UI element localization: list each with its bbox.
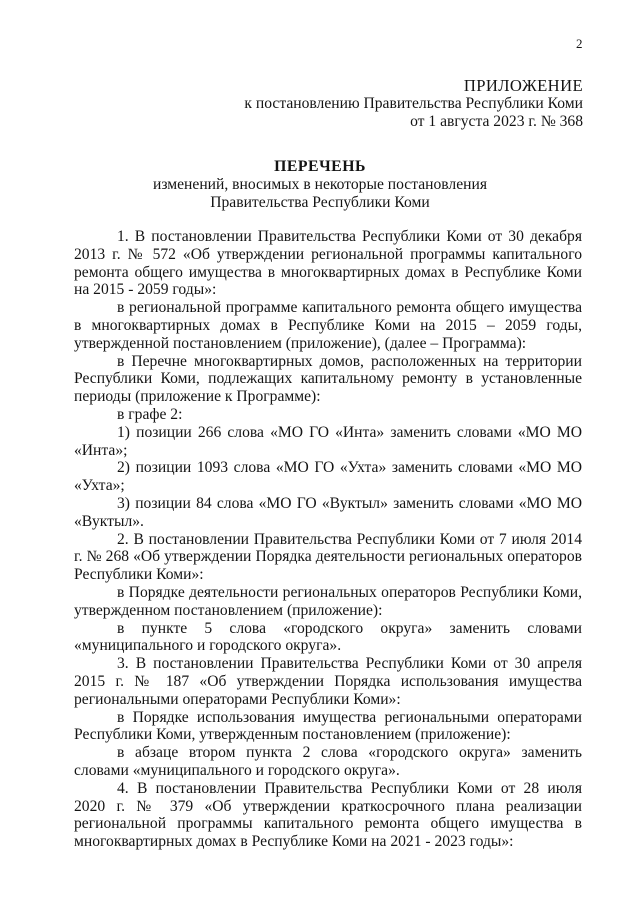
- paragraph-subitem-2: 2) позиции 1093 слова «МО ГО «Ухта» заменить словами «МО МО «Ухта»;: [74, 459, 582, 495]
- document-heading: [0, 158, 640, 211]
- document-subtitle-line-2: Правительства Республики Коми: [210, 193, 430, 211]
- paragraph-continuation: «муниципального и городского округа».: [74, 637, 342, 655]
- paragraph: в Порядке использования имущества региональными операторами Республики Коми, утвержденным постановлением (приложение):: [74, 708, 582, 744]
- document-body: [74, 228, 582, 851]
- paragraph-item-3: 3. В постановлении Правительства Республики Коми от 30 апреля 2015 г. № 187 «Об утверждении Порядка использования имущества региональными операторами Республики Коми»:: [74, 655, 582, 708]
- paragraph: в Порядке деятельности региональных операторов Республики Коми, утвержденном постановлением (приложение):: [74, 583, 582, 619]
- page-number: 2: [576, 36, 583, 51]
- paragraph: в абзаце втором пункта 2 слова «городского округа» заменить словами «муниципального и городского округа».: [74, 744, 582, 779]
- paragraph: в Перечне многоквартирных домов, расположенных на территории Республики Коми, подлежащих капитальному ремонту в установленные периоды (приложение к Программе):: [74, 352, 582, 406]
- paragraph: в пункте 5 слова «городского округа» заменить словами: [117, 619, 582, 637]
- paragraph-subitem-1: 1) позиции 266 слова «МО ГО «Инта» заменить словами «МО МО «Инта»;: [74, 423, 582, 459]
- paragraph-subitem-3: 3) позиции 84 слова «МО ГО «Вуктыл» заменить словами «МО МО «Вуктыл».: [74, 494, 582, 530]
- appendix-title: ПРИЛОЖЕНИЕ: [463, 76, 583, 95]
- document-title: ПЕРЕЧЕНЬ: [274, 158, 366, 175]
- appendix-reference: к постановлению Правительства Республики Коми: [244, 94, 583, 112]
- document-subtitle-line-1: изменений, вносимых в некоторые постановления: [152, 175, 488, 193]
- paragraph: в региональной программе капитального ремонта общего имущества в многоквартирных домах в Республике Коми на 2015 – 2059 годы, утвержденной постановлением (приложение), (далее – Программа):: [74, 299, 582, 352]
- appendix-date: от 1 августа 2023 г. № 368: [410, 112, 583, 130]
- appendix-header: [244, 77, 583, 130]
- paragraph-item-2: 2. В постановлении Правительства Республики Коми от 7 июля 2014 г. № 268 «Об утверждении Порядка деятельности региональных операторов Республики Коми»:: [74, 530, 582, 584]
- paragraph-item-4: 4. В постановлении Правительства Республики Коми от 28 июля 2020 г. № 379 «Об утверждении краткосрочного плана реализации региональной программы капитального ремонта общего имущества в многоквартирных домах в Республике Коми на 2021 - 2023 годы»:: [74, 779, 582, 851]
- paragraph-item-1: 1. В постановлении Правительства Республики Коми от 30 декабря 2013 г. № 572 «Об утверждении региональной программы капитального ремонта общего имущества в многоквартирных домах в Республике Коми на 2015 - 2059 годы»:: [74, 228, 582, 299]
- paragraph: в графе 2:: [117, 405, 183, 423]
